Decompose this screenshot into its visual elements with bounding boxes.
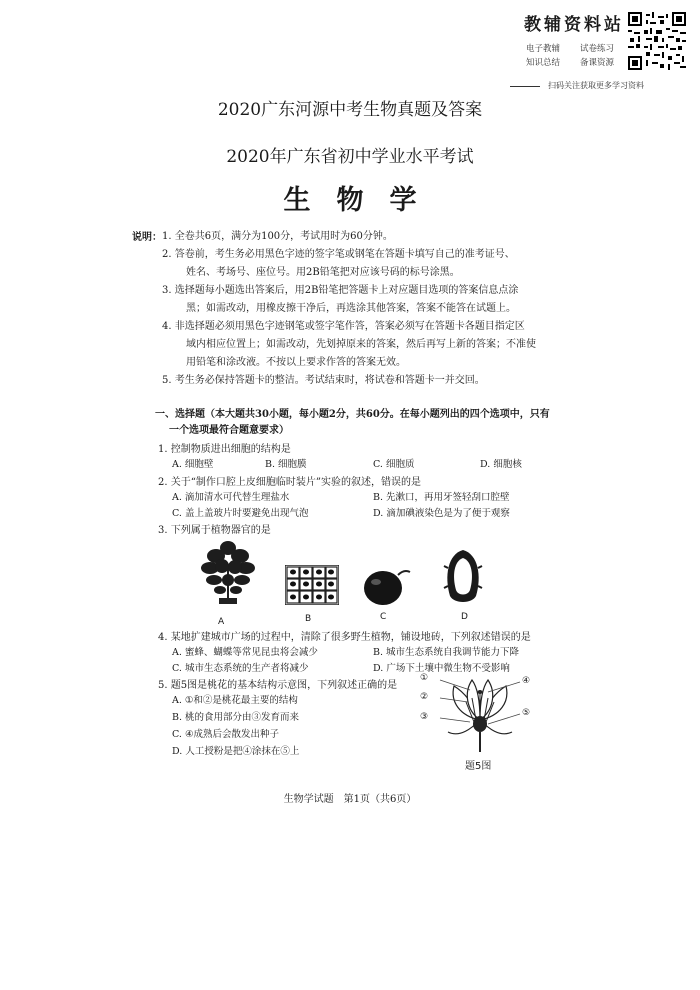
- question-3-stem: 3. 下列属于植物器官的是: [158, 525, 271, 536]
- q3-label-d[interactable]: D: [461, 612, 468, 622]
- note-5: 5. 考生务必保持答题卡的整洁。考试结束时，将试卷和答题卡一并交回。: [162, 375, 485, 386]
- q5-option-b[interactable]: B. 桃的食用部分由③发育而来: [172, 712, 300, 723]
- fig5-label-5: ⑤: [522, 708, 531, 718]
- brand-link-ebook[interactable]: 电子教辅: [526, 44, 561, 54]
- brand-link-exercises[interactable]: 试卷练习: [580, 44, 615, 54]
- q1-option-d[interactable]: D. 细胞核: [480, 459, 522, 470]
- q1-option-b[interactable]: B. 细胞膜: [265, 459, 307, 470]
- note-3: 3. 选择题每小题选出答案后，用2B铅笔把答题卡上对应题目选项的答案信息点涂: [162, 285, 519, 296]
- fruit-image: [360, 565, 412, 607]
- fig5-label-3: ③: [420, 712, 429, 722]
- instructions-block: [162, 228, 582, 390]
- brand-name: 教辅资料站: [524, 15, 624, 35]
- peach-flower-diagram: [430, 672, 530, 754]
- exam-title: 2020年广东省初中学业水平考试: [226, 147, 474, 167]
- cell-tissue-image: [285, 565, 339, 605]
- q4-option-a[interactable]: A. 蜜蜂、蝴蝶等常见昆虫将会减少: [172, 647, 318, 658]
- q3-label-a[interactable]: A: [218, 617, 225, 627]
- q2-option-b[interactable]: B. 先漱口，再用牙签轻刮口腔壁: [373, 492, 510, 503]
- question-2-stem: 2. 关于“制作口腔上皮细胞临时装片”实验的叙述，错误的是: [158, 477, 421, 488]
- q5-option-d[interactable]: D. 人工授粉是把④涂抹在⑤上: [172, 746, 300, 757]
- page-footer: 生物学试题 第1页（共6页）: [283, 794, 417, 805]
- q5-option-a[interactable]: A. ①和②是桃花最主要的结构: [172, 695, 298, 706]
- q4-option-c[interactable]: C. 城市生态系统的生产者将减少: [172, 663, 309, 674]
- brand-link-knowledge[interactable]: 知识总结: [526, 58, 561, 68]
- document-title: 2020广东河源中考生物真题及答案: [217, 100, 483, 120]
- note-1: 1. 全卷共6页，满分为100分，考试用时为60分钟。: [162, 231, 393, 242]
- question-4-stem: 4. 某地扩建城市广场的过程中，清除了很多野生植物，铺设地砖，下列叙述错误的是: [158, 632, 531, 643]
- q3-label-c[interactable]: C: [380, 612, 387, 622]
- section-heading-line2: 一个选项最符合题意要求）: [169, 425, 289, 436]
- q2-option-a[interactable]: A. 滴加清水可代替生理盐水: [172, 492, 290, 503]
- fig5-label-4: ④: [522, 676, 531, 686]
- brand-slogan: 扫码关注获取更多学习资料: [548, 81, 644, 90]
- slogan-rule-left: [510, 86, 540, 87]
- figure-5-caption: 题5图: [465, 761, 492, 772]
- whole-plant-image: [198, 538, 258, 610]
- q4-option-b[interactable]: B. 城市生态系统自我调节能力下降: [373, 647, 520, 658]
- q1-option-a[interactable]: A. 细胞壁: [172, 459, 214, 470]
- fig5-label-2: ②: [420, 692, 429, 702]
- section-heading: [155, 407, 585, 439]
- fig5-label-1: ①: [420, 673, 429, 683]
- note-3-cont: 黑；如需改动，用橡皮擦干净后，再选涂其他答案，答案不能答在试题上。: [186, 303, 516, 314]
- brand-link-lessons[interactable]: 备课资源: [580, 58, 615, 68]
- subject-title: 生物学: [283, 185, 443, 216]
- note-2-cont: 姓名、考场号、座位号。用2B铅笔把对应该号码的标号涂黑。: [186, 267, 460, 278]
- question-1-stem: 1. 控制物质进出细胞的结构是: [158, 444, 291, 455]
- seed-section-image: [442, 546, 484, 608]
- notes-label: 说明：: [132, 232, 162, 243]
- qr-code-icon[interactable]: [628, 12, 686, 70]
- note-4-cont2: 用铅笔和涂改液。不按以上要求作答的答案无效。: [186, 357, 406, 368]
- q4-option-d[interactable]: D. 广场下土壤中微生物不受影响: [373, 663, 510, 674]
- q5-option-c[interactable]: C. ④成熟后会散发出种子: [172, 729, 279, 740]
- q3-label-b[interactable]: B: [305, 614, 312, 624]
- note-4-cont: 域内相应位置上；如需改动，先划掉原来的答案，然后再写上新的答案；不准使: [186, 339, 536, 350]
- note-4: 4. 非选择题必须用黑色字迹钢笔或签字笔作答，答案必须写在答题卡各题目指定区: [162, 321, 525, 332]
- q1-option-c[interactable]: C. 细胞质: [373, 459, 415, 470]
- q2-option-c[interactable]: C. 盖上盖玻片时要避免出现气泡: [172, 508, 309, 519]
- question-5-stem: 5. 题5图是桃花的基本结构示意图，下列叙述正确的是: [158, 680, 398, 691]
- note-2: 2. 答卷前，考生务必用黑色字迹的签字笔或钢笔在答题卡填写自己的准考证号、: [162, 249, 515, 260]
- q2-option-d[interactable]: D. 滴加碘液染色是为了便于观察: [373, 508, 510, 519]
- section-heading-line1: 一、选择题（本大题共30小题，每小题2分，共60分。在每小题列出的四个选项中，只有: [155, 409, 550, 420]
